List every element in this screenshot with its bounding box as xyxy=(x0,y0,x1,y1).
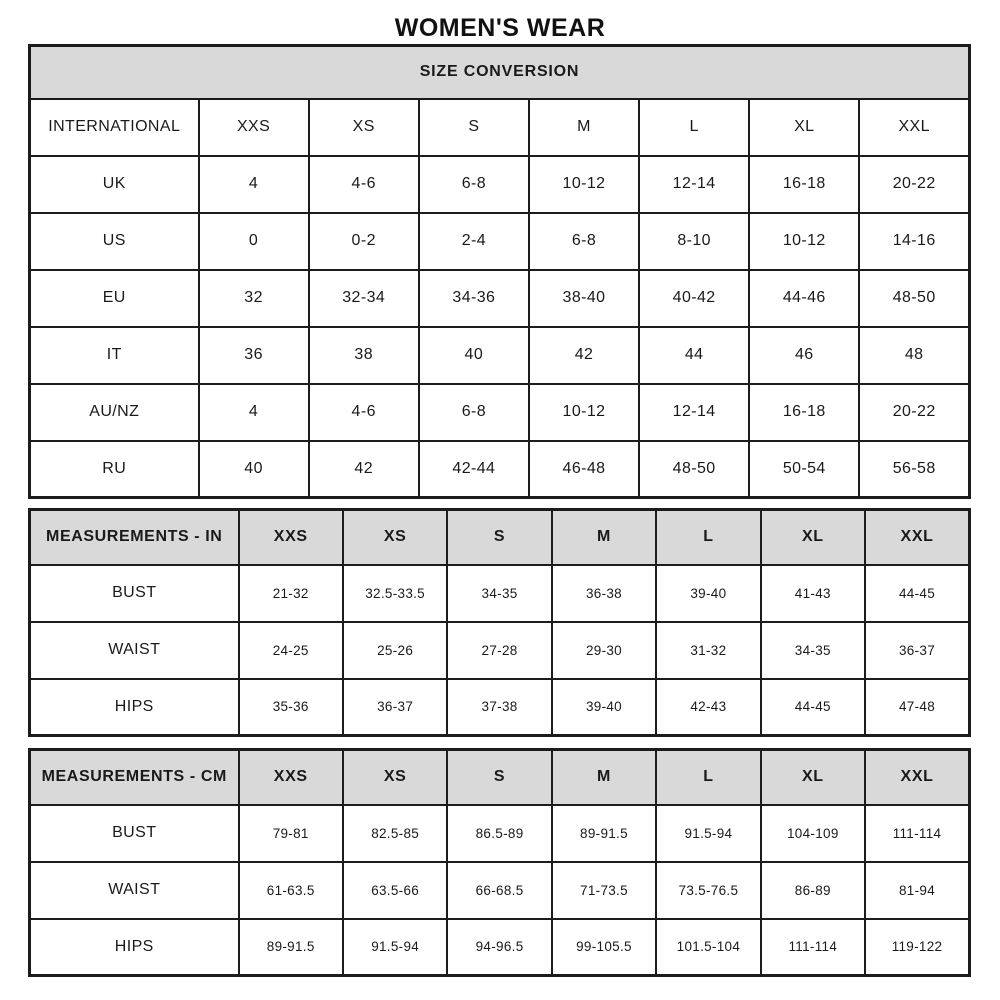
column-header-row xyxy=(30,510,970,565)
value-cell: 63.5-66 xyxy=(343,862,447,919)
row-label: IT xyxy=(30,327,199,384)
table-row xyxy=(30,441,970,498)
table-row xyxy=(30,862,970,919)
size-column-header: M xyxy=(552,750,656,805)
value-cell: 35-36 xyxy=(239,679,343,736)
value-cell: 82.5-85 xyxy=(343,805,447,862)
value-cell: 48-50 xyxy=(639,441,749,498)
value-cell: 44-45 xyxy=(865,565,969,622)
table-title-cell: MEASUREMENTS - IN xyxy=(30,510,239,565)
value-cell: 66-68.5 xyxy=(447,862,551,919)
value-cell: 46-48 xyxy=(529,441,639,498)
value-cell: 91.5-94 xyxy=(656,805,760,862)
value-cell: 37-38 xyxy=(447,679,551,736)
value-cell: 34-35 xyxy=(447,565,551,622)
size-conversion-table xyxy=(28,44,971,499)
value-cell: 27-28 xyxy=(447,622,551,679)
value-cell: 101.5-104 xyxy=(656,919,760,976)
value-cell: 38-40 xyxy=(529,270,639,327)
value-cell: 32 xyxy=(199,270,309,327)
size-column-header: S xyxy=(447,510,551,565)
value-cell: 99-105.5 xyxy=(552,919,656,976)
value-cell: 44-46 xyxy=(749,270,859,327)
value-cell: 73.5-76.5 xyxy=(656,862,760,919)
value-cell: 89-91.5 xyxy=(552,805,656,862)
row-label: HIPS xyxy=(30,919,239,976)
value-cell: 14-16 xyxy=(859,213,969,270)
value-cell: 34-35 xyxy=(761,622,865,679)
value-cell: 12-14 xyxy=(639,384,749,441)
table-row xyxy=(30,622,970,679)
table-row xyxy=(30,565,970,622)
row-label: WAIST xyxy=(30,862,239,919)
page-title: WOMEN'S WEAR xyxy=(394,14,606,42)
size-column-header: XL xyxy=(749,99,859,156)
value-cell: 6-8 xyxy=(529,213,639,270)
value-cell: 42 xyxy=(309,441,419,498)
value-cell: 4 xyxy=(199,384,309,441)
value-cell: 38 xyxy=(309,327,419,384)
value-cell: 32.5-33.5 xyxy=(343,565,447,622)
value-cell: 40 xyxy=(419,327,529,384)
size-column-header: S xyxy=(447,750,551,805)
row-label: RU xyxy=(30,441,199,498)
value-cell: 36-38 xyxy=(552,565,656,622)
value-cell: 44 xyxy=(639,327,749,384)
value-cell: 24-25 xyxy=(239,622,343,679)
size-column-header: L xyxy=(656,510,760,565)
table-gap xyxy=(0,737,1000,748)
value-cell: 42-44 xyxy=(419,441,529,498)
row-label: HIPS xyxy=(30,679,239,736)
size-column-header: S xyxy=(419,99,529,156)
size-column-header: L xyxy=(656,750,760,805)
value-cell: 111-114 xyxy=(865,805,969,862)
value-cell: 8-10 xyxy=(639,213,749,270)
value-cell: 94-96.5 xyxy=(447,919,551,976)
value-cell: 16-18 xyxy=(749,384,859,441)
size-column-header: XXS xyxy=(239,510,343,565)
value-cell: 42-43 xyxy=(656,679,760,736)
table-title-cell: INTERNATIONAL xyxy=(30,99,199,156)
value-cell: 41-43 xyxy=(761,565,865,622)
row-label: BUST xyxy=(30,565,239,622)
value-cell: 50-54 xyxy=(749,441,859,498)
table-row xyxy=(30,270,970,327)
size-column-header: XXL xyxy=(859,99,969,156)
value-cell: 79-81 xyxy=(239,805,343,862)
value-cell: 32-34 xyxy=(309,270,419,327)
value-cell: 86-89 xyxy=(761,862,865,919)
size-column-header: M xyxy=(529,99,639,156)
table-gap xyxy=(0,499,1000,508)
value-cell: 2-4 xyxy=(419,213,529,270)
size-column-header: XL xyxy=(761,750,865,805)
size-column-header: XXS xyxy=(239,750,343,805)
table-row xyxy=(30,384,970,441)
row-label: AU/NZ xyxy=(30,384,199,441)
value-cell: 20-22 xyxy=(859,384,969,441)
value-cell: 36 xyxy=(199,327,309,384)
size-column-header: XL xyxy=(761,510,865,565)
value-cell: 56-58 xyxy=(859,441,969,498)
value-cell: 12-14 xyxy=(639,156,749,213)
value-cell: 21-32 xyxy=(239,565,343,622)
size-column-header: XS xyxy=(309,99,419,156)
size-column-header: XXL xyxy=(865,510,969,565)
value-cell: 36-37 xyxy=(343,679,447,736)
value-cell: 34-36 xyxy=(419,270,529,327)
table-row xyxy=(30,679,970,736)
value-cell: 4-6 xyxy=(309,384,419,441)
value-cell: 71-73.5 xyxy=(552,862,656,919)
value-cell: 44-45 xyxy=(761,679,865,736)
value-cell: 10-12 xyxy=(529,156,639,213)
size-column-header: XS xyxy=(343,510,447,565)
measurements-cm-table xyxy=(28,748,971,977)
table-banner-row xyxy=(30,46,970,99)
column-header-row xyxy=(30,99,970,156)
size-column-header: M xyxy=(552,510,656,565)
value-cell: 48 xyxy=(859,327,969,384)
value-cell: 4-6 xyxy=(309,156,419,213)
value-cell: 29-30 xyxy=(552,622,656,679)
value-cell: 81-94 xyxy=(865,862,969,919)
value-cell: 6-8 xyxy=(419,384,529,441)
size-column-header: XXS xyxy=(199,99,309,156)
value-cell: 47-48 xyxy=(865,679,969,736)
value-cell: 10-12 xyxy=(749,213,859,270)
value-cell: 36-37 xyxy=(865,622,969,679)
value-cell: 86.5-89 xyxy=(447,805,551,862)
value-cell: 0-2 xyxy=(309,213,419,270)
size-column-header: XS xyxy=(343,750,447,805)
row-label: EU xyxy=(30,270,199,327)
row-label: WAIST xyxy=(30,622,239,679)
table-row xyxy=(30,805,970,862)
value-cell: 91.5-94 xyxy=(343,919,447,976)
value-cell: 42 xyxy=(529,327,639,384)
value-cell: 16-18 xyxy=(749,156,859,213)
value-cell: 6-8 xyxy=(419,156,529,213)
table-row xyxy=(30,156,970,213)
value-cell: 31-32 xyxy=(656,622,760,679)
row-label: UK xyxy=(30,156,199,213)
value-cell: 0 xyxy=(199,213,309,270)
table-row xyxy=(30,919,970,976)
column-header-row xyxy=(30,750,970,805)
value-cell: 25-26 xyxy=(343,622,447,679)
value-cell: 40-42 xyxy=(639,270,749,327)
row-label: BUST xyxy=(30,805,239,862)
value-cell: 61-63.5 xyxy=(239,862,343,919)
size-column-header: XXL xyxy=(865,750,969,805)
value-cell: 119-122 xyxy=(865,919,969,976)
value-cell: 48-50 xyxy=(859,270,969,327)
measurements-in-table xyxy=(28,508,971,737)
value-cell: 39-40 xyxy=(552,679,656,736)
table-row xyxy=(30,213,970,270)
size-column-header: L xyxy=(639,99,749,156)
value-cell: 20-22 xyxy=(859,156,969,213)
value-cell: 10-12 xyxy=(529,384,639,441)
value-cell: 4 xyxy=(199,156,309,213)
table-title-cell: MEASUREMENTS - CM xyxy=(30,750,239,805)
row-label: US xyxy=(30,213,199,270)
table-row xyxy=(30,327,970,384)
value-cell: 89-91.5 xyxy=(239,919,343,976)
value-cell: 46 xyxy=(749,327,859,384)
value-cell: 39-40 xyxy=(656,565,760,622)
value-cell: 111-114 xyxy=(761,919,865,976)
value-cell: 40 xyxy=(199,441,309,498)
value-cell: 104-109 xyxy=(761,805,865,862)
table-banner: SIZE CONVERSION xyxy=(30,46,970,99)
